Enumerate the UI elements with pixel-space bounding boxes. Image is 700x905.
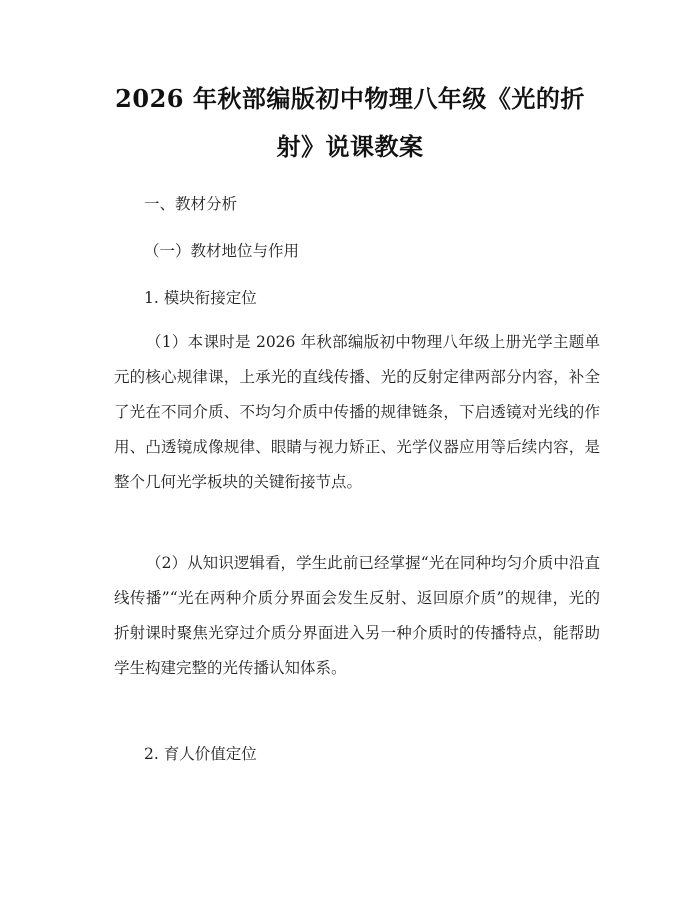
section-heading-teaching-material-analysis: 一、教材分析 <box>144 195 238 213</box>
item-heading-module-connection: 1. 模块衔接定位 <box>144 289 257 307</box>
document-title-line-1: 2026 年秋部编版初中物理八年级《光的折 <box>115 84 585 113</box>
paragraph-2: （2）从知识逻辑看，学生此前已经掌握“光在同种均匀介质中沿直线传播”“光在两种介质分界面会发生反射、返回原介质”的规律，光的折射课时聚焦光穿过介质分界面进入另一种介质时的传播特点，能帮助学生构建完整的光传播认知体系。 <box>114 554 600 677</box>
document-title-line-2: 射》说课教案 <box>276 132 424 161</box>
item-heading-educational-value: 2. 育人价值定位 <box>144 745 257 763</box>
subsection-heading-material-status: （一）教材地位与作用 <box>144 242 300 260</box>
paragraph-1: （1）本课时是 2026 年秋部编版初中物理八年级上册光学主题单元的核心规律课，上承光的直线传播、光的反射定律两部分内容，补全了光在不同介质、不均匀介质中传播的规律链条，下启透镜对光线的作用、凸透镜成像规律、眼睛与视力矫正、光学仪器应用等后续内容，是整个几何光学板块的关键衔接节点。 <box>114 333 600 491</box>
